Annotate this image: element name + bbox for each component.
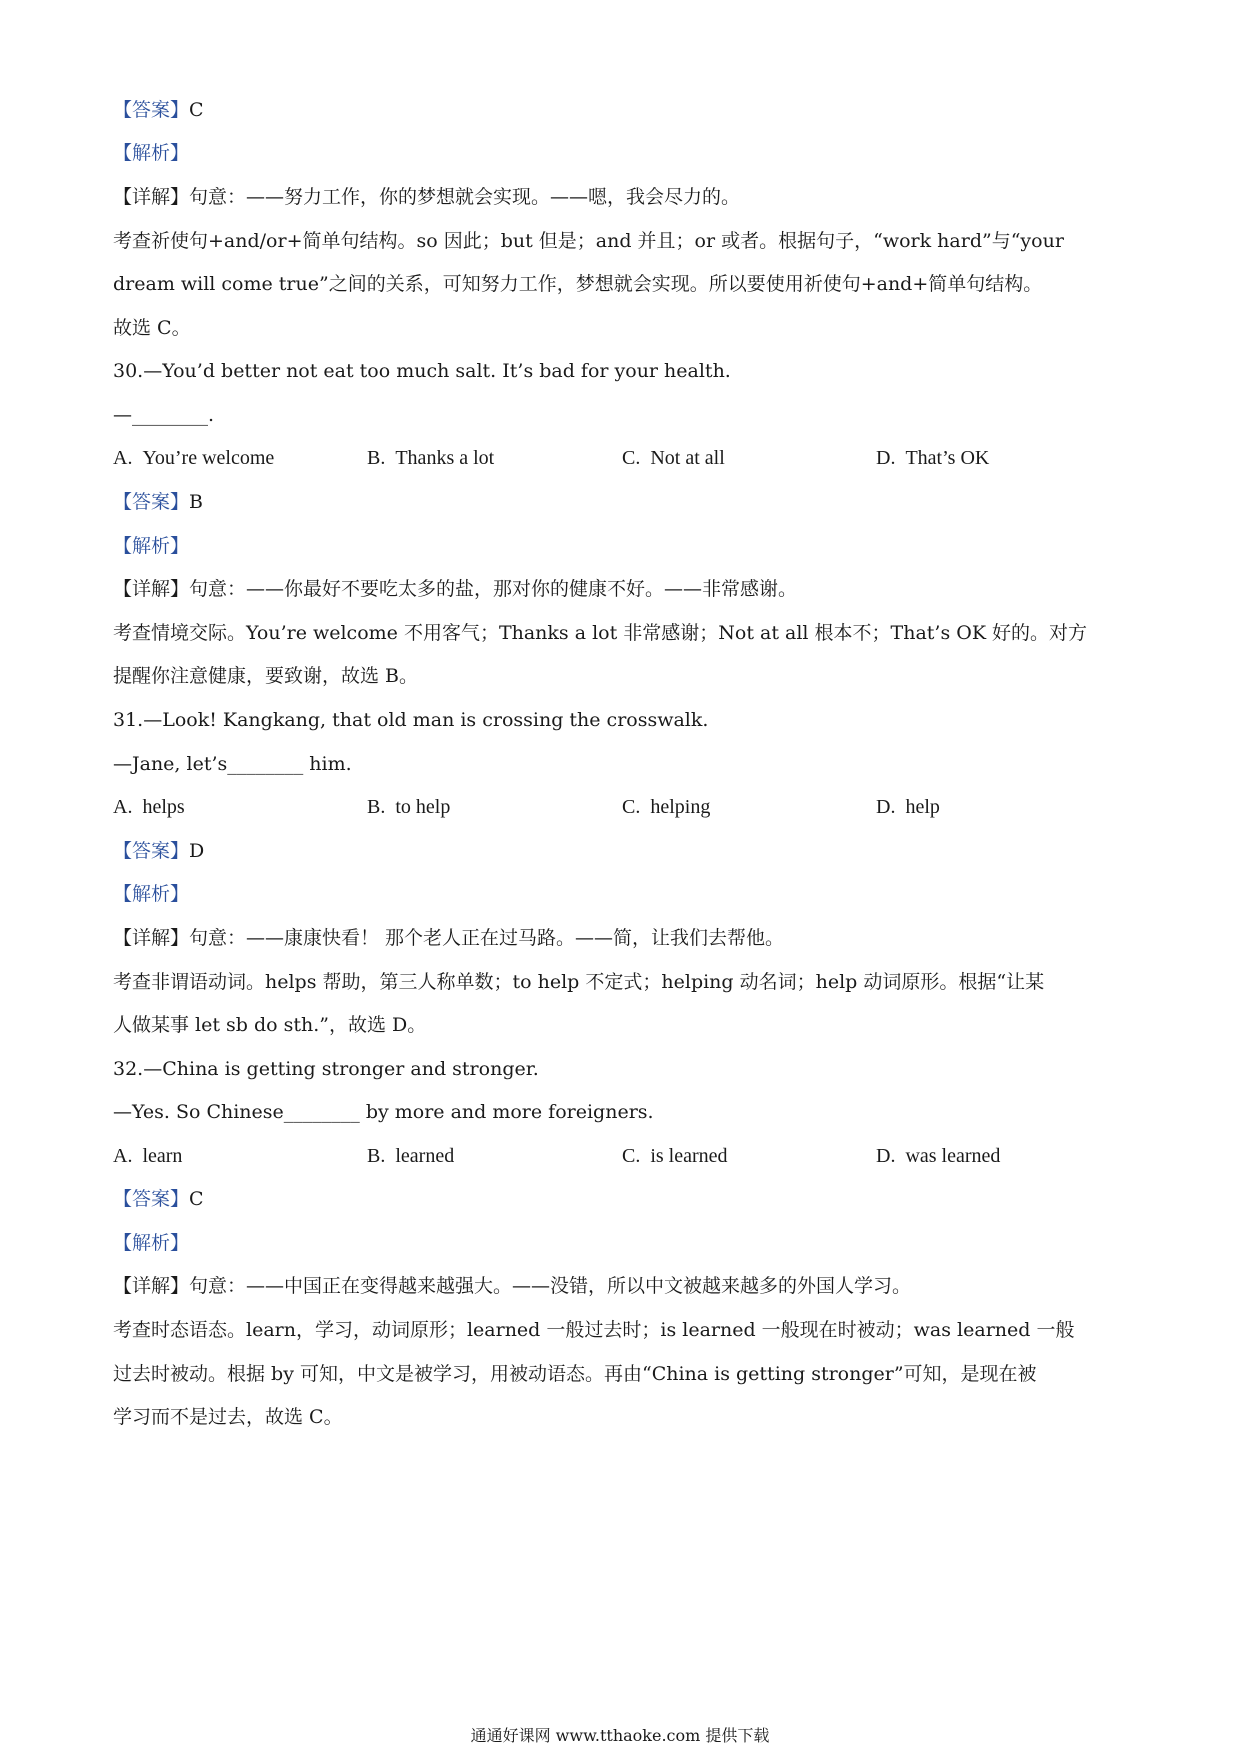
option-c	[622, 794, 710, 820]
detail-tag: 【详解】	[113, 186, 190, 208]
option-b	[367, 445, 494, 471]
option-a	[113, 794, 185, 820]
detail-tag: 【详解】	[113, 927, 190, 949]
option-letter: D.	[876, 796, 896, 818]
option-letter: D.	[876, 1145, 896, 1167]
explanation-line: 考查时态语态。learn，学习，动词原形；learned 一般过去时；is learned 一般现在时被动；was learned 一般	[113, 1319, 1075, 1341]
explanation-line: 学习而不是过去，故选 C。	[113, 1406, 343, 1428]
question-stem: 31.—Look! Kangkang, that old man is crossing the crosswalk.	[113, 709, 709, 731]
analysis-heading	[113, 533, 1133, 559]
option-text: help	[905, 796, 940, 818]
option-letter: A.	[113, 1145, 133, 1167]
option-text: Not at all	[650, 447, 725, 469]
explanation-line: 人做某事 let sb do sth.”，故选 D。	[113, 1014, 427, 1036]
option-letter: C.	[622, 447, 641, 469]
option-letter: D.	[876, 447, 896, 469]
option-b	[367, 1143, 454, 1169]
option-text: was learned	[905, 1145, 1001, 1167]
question-stem: 30.—You’d better not eat too much salt. It’s bad for your health.	[113, 360, 731, 382]
answer-line	[113, 489, 1133, 515]
answer-value: C	[189, 1188, 204, 1210]
option-text: is learned	[650, 1145, 728, 1167]
option-text: learn	[142, 1145, 183, 1167]
page-footer: 通通好课网 www.tthaoke.com 提供下载	[470, 1726, 770, 1745]
answer-tag: 【答案】	[113, 99, 190, 121]
option-d	[876, 445, 989, 471]
question-blank: —________.	[113, 404, 215, 426]
option-c	[622, 1143, 728, 1169]
explanation-line: 提醒你注意健康，要致谢，故选 B。	[113, 665, 419, 687]
answer-line	[113, 97, 1133, 123]
answer-value: B	[189, 491, 203, 513]
answer-tag: 【答案】	[113, 1188, 190, 1210]
detail-line	[113, 925, 1133, 951]
option-d	[876, 1143, 1000, 1169]
analysis-heading	[113, 140, 1133, 166]
analysis-heading	[113, 881, 1133, 907]
option-a	[113, 445, 274, 471]
option-a	[113, 1143, 182, 1169]
detail-text: 句意：——中国正在变得越来越强大。——没错，所以中文被越来越多的外国人学习。	[189, 1275, 912, 1297]
option-letter: C.	[622, 796, 641, 818]
explanation-line: 故选 C。	[113, 317, 191, 339]
option-d	[876, 794, 940, 820]
question-blank: —Yes. So Chinese________ by more and more foreigners.	[113, 1101, 654, 1123]
explanation-line: 考查非谓语动词。helps 帮助，第三人称单数；to help 不定式；helping 动名词；help 动词原形。根据“让某	[113, 971, 1045, 993]
option-text: Thanks a lot	[395, 447, 495, 469]
explanation-line: 考查祈使句+and/or+简单句结构。so 因此；but 但是；and 并且；or 或者。根据句子，“work hard”与“your	[113, 230, 1064, 252]
answer-line	[113, 1186, 1133, 1212]
answer-value: D	[189, 840, 205, 862]
option-letter: B.	[367, 796, 386, 818]
explanation-line: dream will come true”之间的关系，可知努力工作，梦想就会实现。所以要使用祈使句+and+简单句结构。	[113, 273, 1043, 295]
option-text: learned	[395, 1145, 455, 1167]
detail-line	[113, 1273, 1133, 1299]
detail-text: 句意：——你最好不要吃太多的盐，那对你的健康不好。——非常感谢。	[189, 578, 798, 600]
option-text: That’s OK	[905, 447, 990, 469]
detail-line	[113, 576, 1133, 602]
answer-value: C	[189, 99, 204, 121]
option-text: to help	[395, 796, 451, 818]
detail-text: 句意：——努力工作，你的梦想就会实现。——嗯，我会尽力的。	[189, 186, 741, 208]
option-b	[367, 794, 450, 820]
analysis-heading	[113, 1230, 1133, 1256]
analysis-tag: 【解析】	[113, 883, 190, 905]
option-letter: B.	[367, 1145, 386, 1167]
answer-tag: 【答案】	[113, 840, 190, 862]
answer-line	[113, 838, 1133, 864]
question-blank: —Jane, let’s________ him.	[113, 753, 352, 775]
explanation-line: 考查情境交际。You’re welcome 不用客气；Thanks a lot 非常感谢；Not at all 根本不；That’s OK 好的。对方	[113, 622, 1088, 644]
detail-text: 句意：——康康快看！ 那个老人正在过马路。——简，让我们去帮他。	[189, 927, 785, 949]
detail-line	[113, 184, 1133, 210]
analysis-tag: 【解析】	[113, 535, 190, 557]
option-letter: C.	[622, 1145, 641, 1167]
analysis-tag: 【解析】	[113, 142, 190, 164]
option-c	[622, 445, 725, 471]
answer-tag: 【答案】	[113, 491, 190, 513]
analysis-tag: 【解析】	[113, 1232, 190, 1254]
option-letter: A.	[113, 796, 133, 818]
detail-tag: 【详解】	[113, 578, 190, 600]
explanation-line: 过去时被动。根据 by 可知，中文是被学习，用被动语态。再由“China is getting stronger”可知，是现在被	[113, 1363, 1037, 1385]
option-text: helping	[650, 796, 711, 818]
option-letter: B.	[367, 447, 386, 469]
option-text: You’re welcome	[142, 447, 275, 469]
option-letter: A.	[113, 447, 133, 469]
detail-tag: 【详解】	[113, 1275, 190, 1297]
question-stem: 32.—China is getting stronger and stronger.	[113, 1058, 539, 1080]
option-text: helps	[142, 796, 185, 818]
